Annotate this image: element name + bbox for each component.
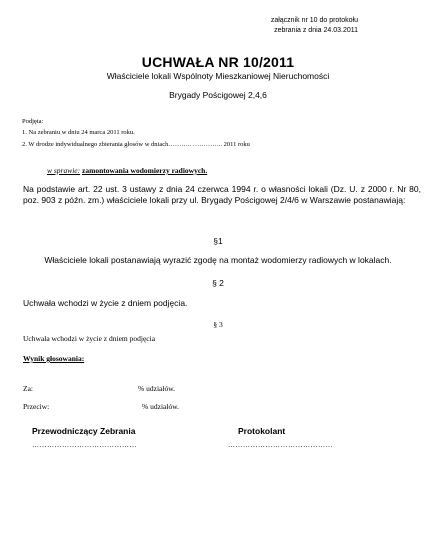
subject-value: zamontowania wodomierzy radiowych. bbox=[82, 166, 208, 175]
legal-basis-paragraph: Na podstawie art. 22 ust. 3 ustawy z dnia 24 czerwca 1994 r. o własności lokali (Dz. U. z 2000 r. Nr 80, poz. 903 z późn. zm.) właściciele lokali przy ul. Brygady Pościgowej 2/4/6 w Warszawie postanawiają: bbox=[23, 184, 421, 205]
resolution-address: Brygady Pościgowej 2,4,6 bbox=[169, 90, 267, 100]
adopted-item-1: 1. Na zebraniu w dniu 24 marca 2011 roku. bbox=[22, 129, 135, 136]
section-1-text: Właściciele lokali postanawiają wyrazić zgodę na montaż wodomierzy radiowych w lokalach. bbox=[44, 255, 392, 265]
vote-for-value: % udziałów. bbox=[138, 384, 176, 393]
vote-against-label: Przeciw: bbox=[23, 402, 50, 411]
section-3-heading: § 3 bbox=[213, 320, 223, 329]
vote-against-value: % udziałów. bbox=[142, 402, 180, 411]
subject-line bbox=[47, 166, 207, 175]
vote-for-label: Za: bbox=[23, 384, 33, 393]
attachment-line-1: załącznik nr 10 do protokołu bbox=[270, 17, 358, 24]
section-2-text: Uchwała wchodzi w życie z dniem podjęcia. bbox=[23, 298, 188, 308]
keeper-signature-line: …………………………………… bbox=[228, 441, 333, 449]
section-1-heading: §1 bbox=[213, 236, 223, 246]
attachment-note bbox=[0, 16, 358, 36]
voting-title: Wynik głosowania: bbox=[23, 354, 85, 363]
chair-signature-line: …………………………………… bbox=[32, 441, 137, 449]
chair-signature-label: Przewodniczący Zebrania bbox=[32, 426, 136, 436]
attachment-line-2: zebrania z dnia 24.03.2011 bbox=[274, 27, 358, 34]
adopted-item-2: 2. W drodze indywidualnego zbierania głosów w dniach……….. ………….. 2011 roku bbox=[22, 141, 250, 148]
resolution-title: UCHWAŁA NR 10/2011 bbox=[141, 54, 295, 70]
adopted-label: Podjęta: bbox=[22, 118, 44, 125]
resolution-subtitle: Właściciele lokali Wspólnoty Mieszkaniowej Nieruchomości bbox=[106, 71, 330, 81]
section-3-text: Uchwała wchodzi w życie z dniem podjęcia bbox=[23, 334, 156, 343]
section-2-heading: § 2 bbox=[212, 278, 224, 288]
subject-label: w sprawie: bbox=[47, 166, 81, 175]
keeper-signature-label: Protokolant bbox=[238, 426, 286, 436]
